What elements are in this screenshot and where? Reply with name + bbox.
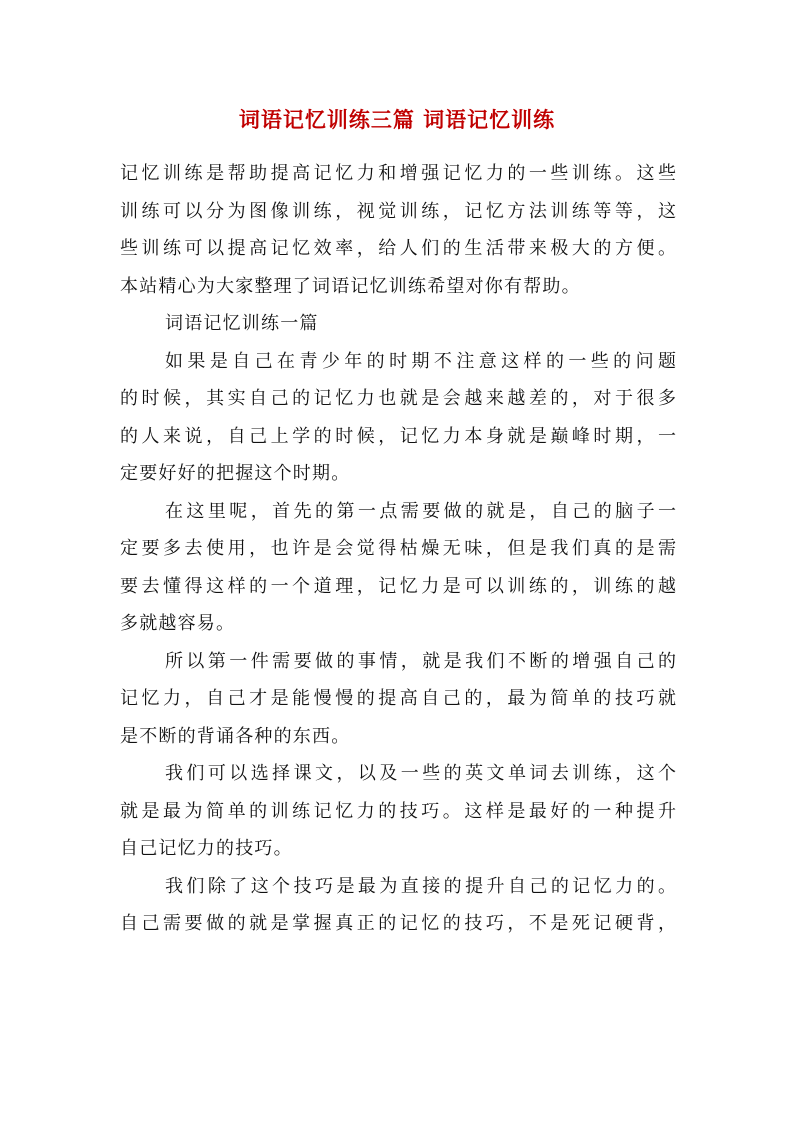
document-title: 词语记忆训练三篇 词语记忆训练 xyxy=(238,107,556,132)
text-line: 是不断的背诵各种的东西。 xyxy=(120,725,351,747)
text-line: 些训练可以提高记忆效率，给人们的生活带来极大的方便。 xyxy=(120,238,676,259)
text-line: 自己需要做的就是掌握真正的记忆的技巧，不是死记硬背， xyxy=(120,913,676,934)
text-line: 训练可以分为图像训练，视觉训练，记忆方法训练等等，这 xyxy=(120,200,676,222)
text-line: 的人来说，自己上学的时候，记忆力本身就是巅峰时期，一 xyxy=(120,425,676,447)
text-line: 多就越容易。 xyxy=(120,613,236,634)
text-line: 词语记忆训练一篇 xyxy=(165,313,319,334)
text-line: 所以第一件需要做的事情，就是我们不断的增强自己的 xyxy=(165,650,676,672)
document-body xyxy=(120,155,676,943)
text-line: 我们除了这个技巧是最为直接的提升自己的记忆力的。 xyxy=(165,875,676,897)
text-line: 就是最为简单的训练记忆力的技巧。这样是最好的一种提升 xyxy=(120,800,676,822)
text-line: 的时候，其实自己的记忆力也就是会越来越差的，对于很多 xyxy=(120,388,676,409)
text-line: 要去懂得这样的一个道理，记忆力是可以训练的，训练的越 xyxy=(120,575,676,597)
text-line: 如果是自己在青少年的时期不注意这样的一些的问题 xyxy=(165,350,676,372)
text-line: 定要好好的把握这个时期。 xyxy=(120,463,351,484)
text-line: 记忆训练是帮助提高记忆力和增强记忆力的一些训练。这些 xyxy=(120,163,676,184)
text-line: 本站精心为大家整理了词语记忆训练希望对你有帮助。 xyxy=(120,275,581,297)
text-line: 记忆力，自己才是能慢慢的提高自己的，最为简单的技巧就 xyxy=(120,688,676,709)
text-line: 在这里呢，首先的第一点需要做的就是，自己的脑子一 xyxy=(165,500,676,522)
text-line: 定要多去使用，也许是会觉得枯燥无味，但是我们真的是需 xyxy=(120,538,676,559)
text-line: 自己记忆力的技巧。 xyxy=(120,838,293,859)
text-line: 我们可以选择课文，以及一些的英文单词去训练，这个 xyxy=(165,763,676,784)
